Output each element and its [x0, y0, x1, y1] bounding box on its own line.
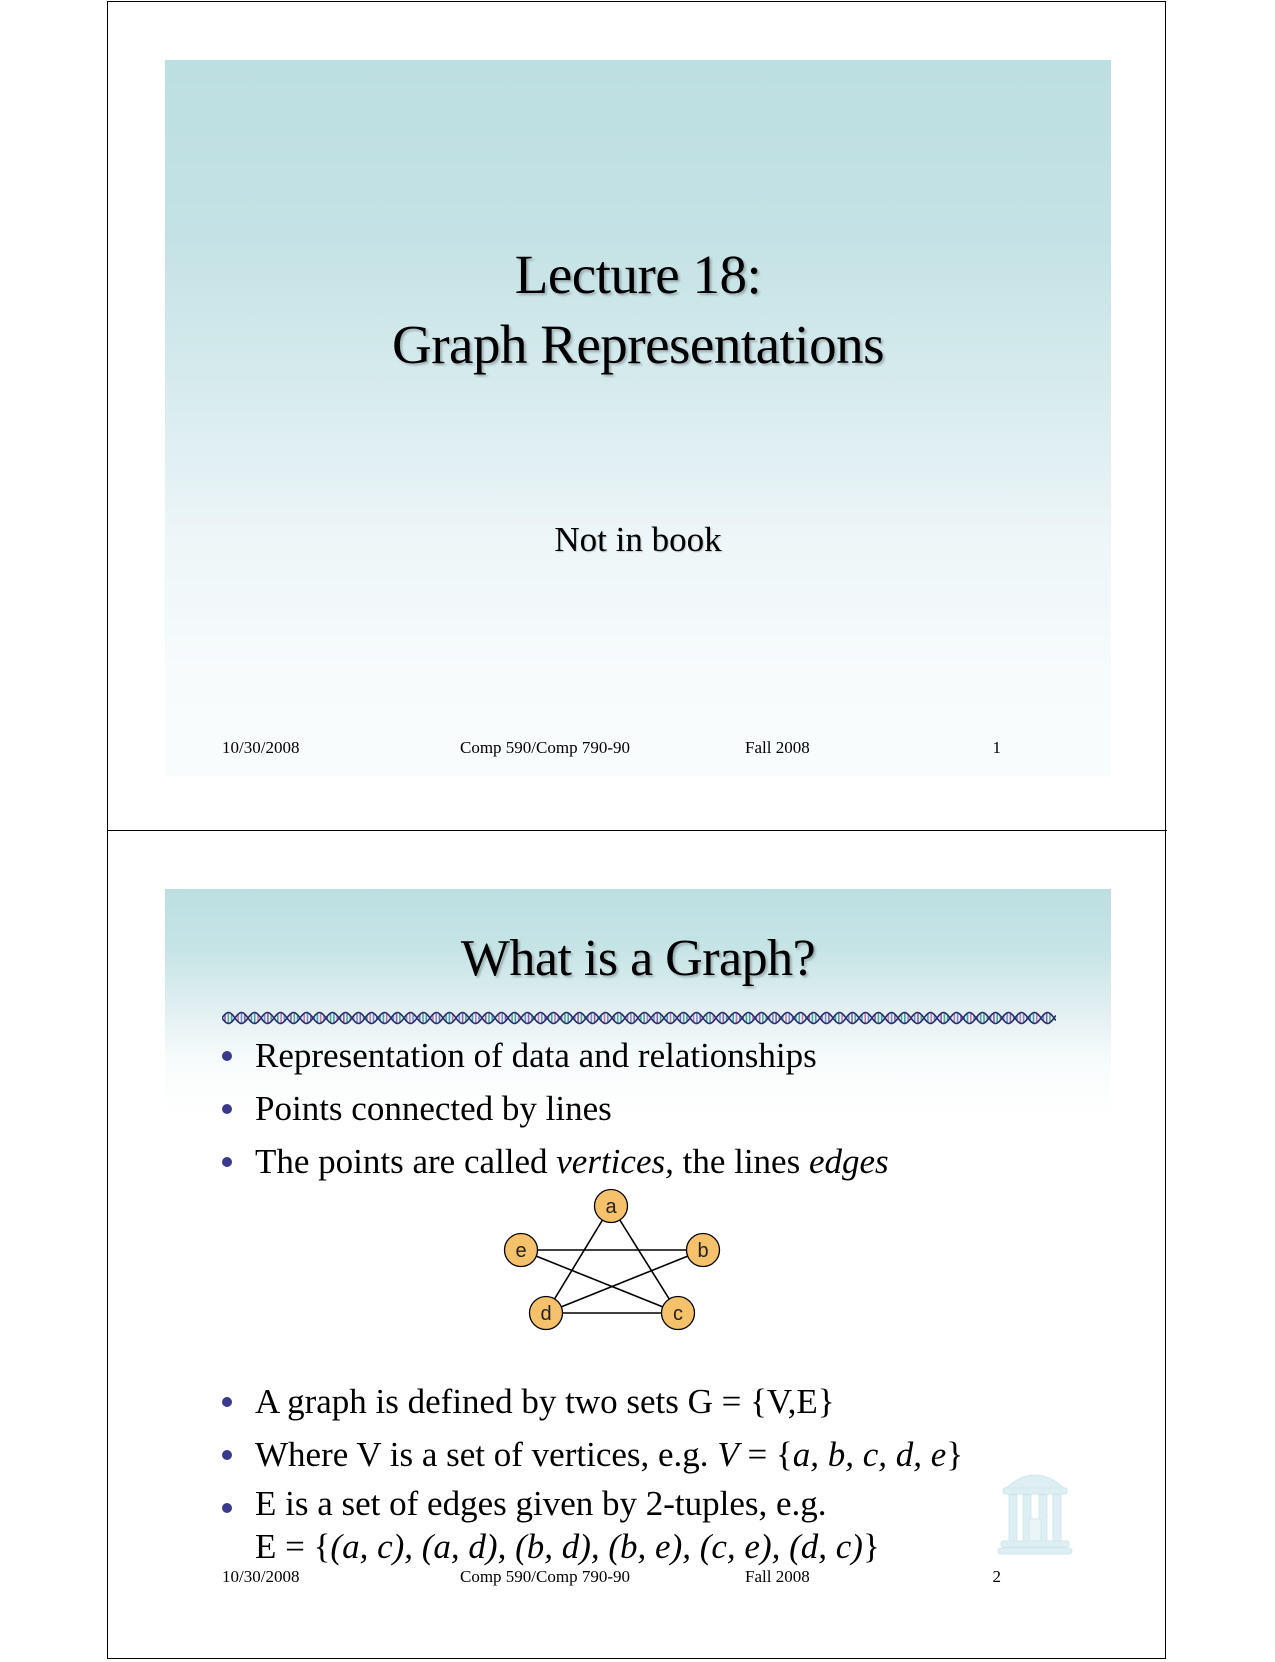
text-run: = {	[738, 1435, 793, 1474]
svg-text:a: a	[605, 1196, 617, 1218]
text-run: the lines	[673, 1142, 809, 1181]
italic-text: edges	[808, 1142, 889, 1181]
bullet-item	[215, 1029, 889, 1082]
text-run: E is a set of edges given by 2-tuples, e.g.	[255, 1484, 827, 1523]
bullet-dot-icon	[222, 1450, 232, 1460]
slide-subtitle: Not in book	[554, 520, 722, 559]
italic-text: V	[717, 1435, 739, 1474]
text-run: }	[946, 1435, 964, 1474]
italic-text: a, b, c, d, e	[792, 1435, 947, 1474]
footer-course: Comp 590/Comp 790-90	[460, 738, 631, 757]
old-well-logo-icon	[995, 1457, 1075, 1562]
slide-2	[165, 889, 1111, 1605]
footer-date: 10/30/2008	[222, 1567, 300, 1586]
slide-divider	[107, 830, 1167, 831]
bullet-continuation	[255, 1527, 963, 1567]
bullet-dot-icon	[222, 1051, 232, 1061]
graph-node-e	[505, 1234, 538, 1267]
text-run: }	[862, 1527, 880, 1566]
text-run: Where V is a set of vertices, e.g.	[255, 1435, 718, 1474]
bullet-text	[255, 1089, 612, 1128]
slide-title	[165, 240, 1111, 380]
bullet-item	[215, 1082, 889, 1135]
bullet-item	[215, 1481, 963, 1567]
footer-course: Comp 590/Comp 790-90	[460, 1567, 631, 1586]
graph-node-b	[687, 1234, 720, 1267]
graph-diagram	[480, 1188, 740, 1338]
graph-node-c	[662, 1297, 695, 1330]
bullet-text	[255, 1036, 817, 1075]
italic-text: vertices,	[556, 1142, 674, 1181]
slide-footer	[165, 738, 1111, 778]
dna-helix-divider-icon	[222, 1010, 1056, 1026]
svg-text:c: c	[673, 1303, 683, 1325]
graph-node-d	[530, 1297, 563, 1330]
footer-term: Fall 2008	[745, 738, 810, 757]
svg-text:b: b	[697, 1240, 709, 1262]
text-run: A graph is defined by two sets G = {V,E}	[255, 1382, 835, 1421]
bullet-item	[215, 1428, 963, 1481]
text-run: Points connected by lines	[255, 1089, 612, 1128]
text-run: E = {	[255, 1527, 331, 1566]
bullet-text	[255, 1382, 835, 1421]
bullet-dot-icon	[222, 1104, 232, 1114]
graph-edge-a-d	[546, 1206, 611, 1313]
text-run: Representation of data and relationships	[255, 1036, 817, 1075]
italic-text: (a, c), (a, d), (b, d), (b, e), (c, e), (d, c)	[330, 1527, 863, 1566]
footer-date: 10/30/2008	[222, 738, 300, 757]
bullet-item	[215, 1135, 889, 1188]
title-line-1: Lecture 18:	[514, 244, 762, 305]
bullet-text	[255, 1435, 963, 1474]
bullet-list-bottom	[215, 1375, 963, 1567]
bullet-dot-icon	[222, 1503, 232, 1513]
slide-footer	[165, 1567, 1111, 1607]
slide-title: What is a Graph?	[460, 930, 816, 987]
text-run: The points are called	[255, 1142, 557, 1181]
slide-1	[165, 60, 1111, 776]
footer-page-number: 2	[992, 1567, 1001, 1586]
bullet-text	[255, 1484, 827, 1523]
bullet-dot-icon	[222, 1157, 232, 1167]
title-line-2: Graph Representations	[392, 314, 884, 375]
bullet-list-top	[215, 1029, 889, 1188]
footer-term: Fall 2008	[745, 1567, 810, 1586]
bullet-item	[215, 1375, 963, 1428]
graph-node-a	[595, 1190, 628, 1223]
svg-text:e: e	[515, 1240, 527, 1262]
bullet-dot-icon	[222, 1397, 232, 1407]
bullet-text	[255, 1142, 889, 1181]
footer-page-number: 1	[992, 738, 1001, 757]
svg-text:d: d	[540, 1303, 552, 1325]
graph-edge-a-c	[611, 1206, 678, 1313]
